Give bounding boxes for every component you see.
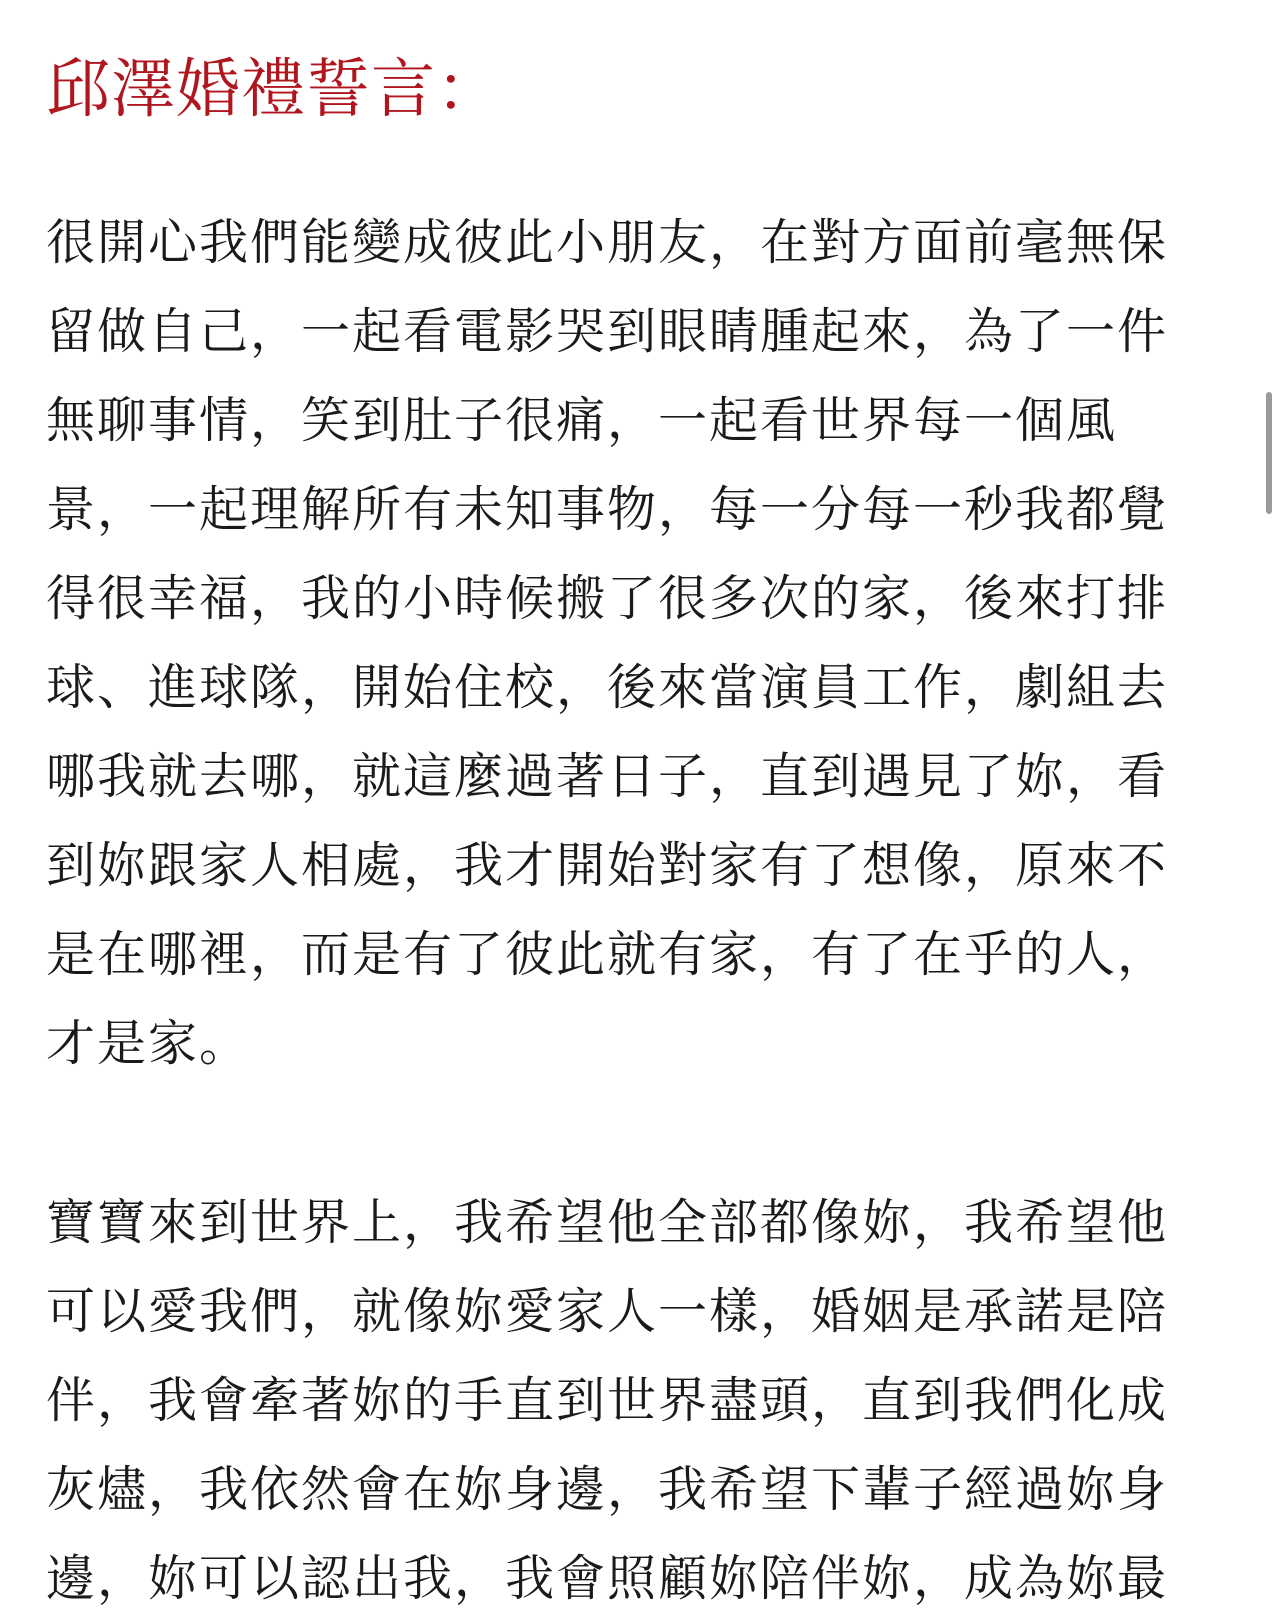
text-line: 才是家。 xyxy=(46,1015,251,1072)
text-line: 灰燼，我依然會在妳身邊，我希望下輩子經過妳身 xyxy=(46,1461,1169,1518)
text-line: 邊，妳可以認出我，我會照顧妳陪伴妳，成為妳最 xyxy=(46,1550,1169,1607)
text-line: 留做自己，一起看電影哭到眼睛腫起來，為了一件 xyxy=(46,303,1169,360)
text-line: 得很幸福，我的小時候搬了很多次的家，後來打排 xyxy=(46,570,1169,627)
text-line: 是在哪裡，而是有了彼此就有家，有了在乎的人， xyxy=(46,926,1169,983)
page-title: 邱澤婚禮誓言： xyxy=(46,53,501,127)
scrollbar-thumb[interactable] xyxy=(1266,392,1272,514)
text-line: 伴，我會牽著妳的手直到世界盡頭，直到我們化成 xyxy=(46,1372,1169,1429)
text-line: 寶寶來到世界上，我希望他全部都像妳，我希望他 xyxy=(46,1194,1169,1251)
text-line: 無聊事情，笑到肚子很痛，一起看世界每一個風 xyxy=(46,392,1118,449)
vow-text xyxy=(46,198,1246,1621)
text-line: 球、進球隊，開始住校，後來當演員工作，劇組去 xyxy=(46,659,1169,716)
text-line: 很開心我們能變成彼此小朋友，在對方面前毫無保 xyxy=(46,214,1169,271)
text-line: 景，一起理解所有未知事物，每一分每一秒我都覺 xyxy=(46,481,1169,538)
paragraph-2 xyxy=(46,1178,1246,1621)
text-line: 到妳跟家人相處，我才開始對家有了想像，原來不 xyxy=(46,837,1169,894)
text-line: 哪我就去哪，就這麼過著日子，直到遇見了妳，看 xyxy=(46,748,1169,805)
paragraph-1 xyxy=(46,198,1246,1088)
text-line: 可以愛我們，就像妳愛家人一樣，婚姻是承諾是陪 xyxy=(46,1283,1169,1340)
